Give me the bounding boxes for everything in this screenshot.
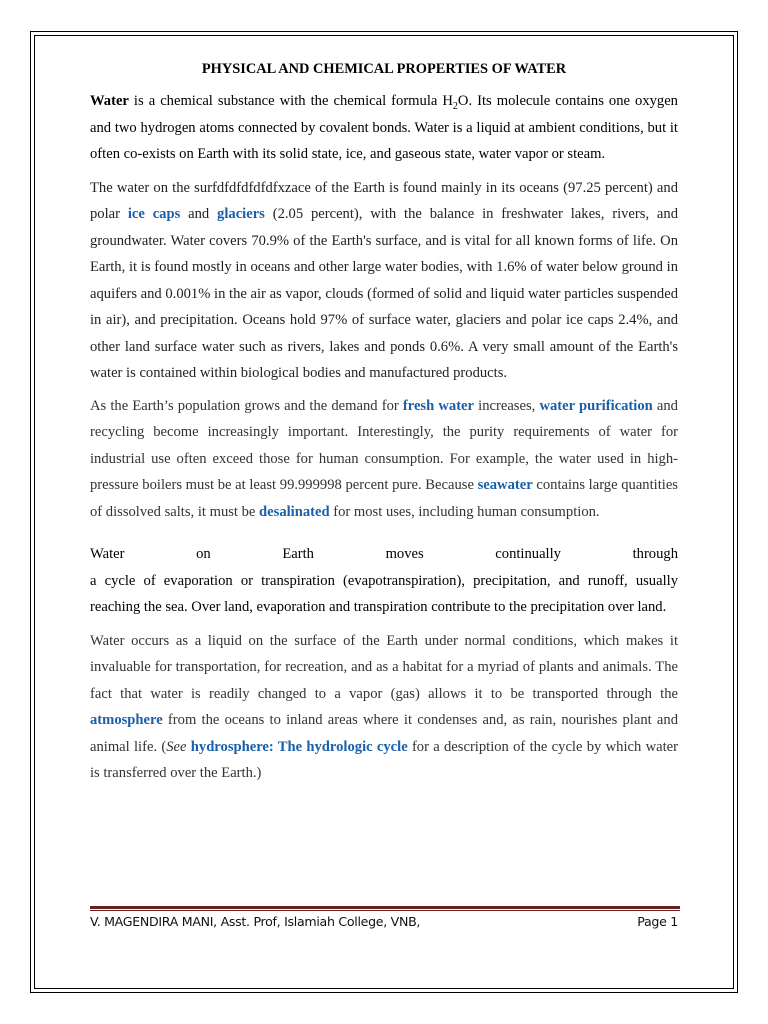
document-body: [90, 56, 678, 787]
link-atmosphere[interactable]: atmosphere: [90, 712, 163, 728]
paragraph-5: [90, 628, 678, 787]
word: continually: [495, 546, 561, 562]
word: through: [632, 546, 678, 562]
paragraph-3-text: for most uses, including human consumption.: [329, 503, 600, 520]
link-desalinated[interactable]: desalinated: [259, 503, 330, 520]
paragraph-3-text: and recycling become increasingly important. Interestingly, the purity requirements of water for industrial use often exceed those for human consumption. For example, the water used in high-pressure boilers must be at least 99.999998 percent pure. Because: [90, 397, 678, 493]
link-water-purification[interactable]: water purification: [539, 397, 653, 414]
paragraph-2-text: and: [180, 206, 218, 222]
link-seawater[interactable]: seawater: [477, 477, 533, 493]
paragraph-3-text: contains large quantities of dissolved salts, it must be: [90, 477, 678, 520]
link-hydrosphere[interactable]: hydrosphere: The hydrologic cycle: [190, 738, 408, 755]
paragraph-1-text-cont: O. Its molecule contains one oxygen and two hydrogen atoms connected by covalent bonds. Water is a liquid at ambient conditions, but it often co-exists on Earth with its solid state, ice, and gaseous state, water vapor or steam.: [90, 93, 678, 162]
paragraph-3: [90, 393, 678, 526]
lead-word-water: Water: [90, 93, 129, 109]
page-footer: [90, 914, 678, 929]
footer-author: V. MAGENDIRA MANI, Asst. Prof, Islamiah College, VNB,: [90, 914, 421, 929]
paragraph-1: [90, 88, 678, 168]
footer-rule-thin: [90, 910, 680, 911]
paragraph-3-text: increases,: [474, 397, 540, 414]
paragraph-5-text: for a description of the cycle by which water is transferred over the Earth.): [90, 738, 678, 781]
paragraph-4-first-line: [90, 541, 678, 568]
paragraph-2-text: The water on the surfdfdfdfdfdfxzace of the Earth is found mainly in its oceans (97.25 percent) and polar: [90, 179, 678, 222]
link-fresh-water[interactable]: fresh water: [402, 397, 475, 414]
word: moves: [385, 546, 424, 562]
paragraph-4-text: a cycle of evaporation or transpiration (evapotranspiration), precipitation, and runoff, usually reaching the sea. Over land, evaporation and transpiration contribute to the precipitation over land.: [90, 572, 678, 615]
word: Earth: [282, 546, 314, 562]
document-title: PHYSICAL AND CHEMICAL PROPERTIES OF WATER: [201, 61, 567, 77]
link-glaciers[interactable]: glaciers: [217, 206, 265, 222]
see-italic: See: [166, 738, 187, 755]
word: Water: [90, 546, 125, 562]
word: on: [196, 546, 211, 562]
footer-rule: [90, 906, 680, 909]
paragraph-4: [90, 541, 678, 621]
paragraph-2: [90, 175, 678, 387]
page-number: Page 1: [637, 914, 678, 929]
paragraph-5-text: from the oceans to inland areas where it condenses and, as rain, nourishes plant and animal life. (: [90, 712, 678, 755]
paragraph-2-text: (2.05 percent), with the balance in freshwater lakes, rivers, and groundwater. Water covers 70.9% of the Earth's surface, and is vital for all known forms of life. On Earth, it is found mostly in oceans and other large water bodies, with 1.6% of water below ground in aquifers and 0.001% in the air as vapor, clouds (formed of solid and liquid water particles suspended in air), and precipitation. Oceans hold 97% of surface water, glaciers and polar ice caps 2.4%, and other land surface water such as rivers, lakes and ponds 0.6%. A very small amount of the Earth's water is contained within biological bodies and manufactured products.: [90, 206, 679, 381]
paragraph-3-text: As the Earth’s population grows and the demand for: [90, 397, 403, 414]
paragraph-5-text: Water occurs as a liquid on the surface of the Earth under normal conditions, which makes it invaluable for transportation, for recreation, and as a habitat for a myriad of plants and animals. The fact that water is readily changed to a vapor (gas) allows it to be transported through the: [90, 632, 678, 702]
paragraph-1-text: is a chemical substance with the chemical formula H: [128, 93, 453, 109]
subscript-2: 2: [452, 100, 458, 112]
link-ice-caps[interactable]: ice caps: [127, 206, 181, 222]
